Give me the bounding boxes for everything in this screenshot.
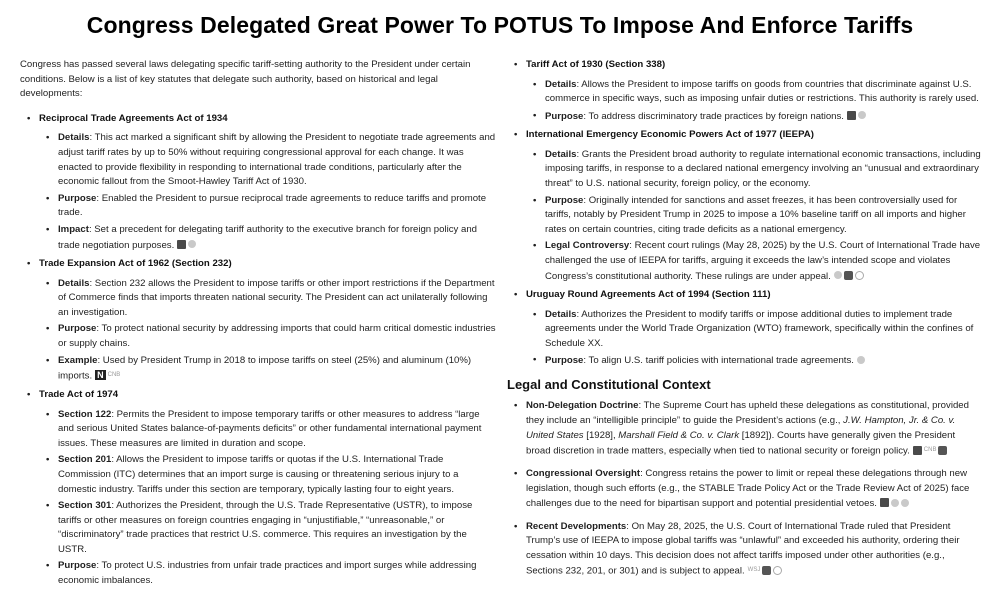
source-news-icon <box>844 271 853 280</box>
list-item: • Purpose: To protect U.S. industries from unfair trade practices and import surges while addressing economic imbalances. <box>39 559 498 588</box>
source-icons[interactable] <box>913 443 950 458</box>
act-title: • Reciprocal Trade Agreements Act of 1934 <box>39 112 228 124</box>
act-title: • International Emergency Economic Powers Act of 1977 (IEEPA) <box>526 129 814 141</box>
source-globe-icon <box>901 499 909 507</box>
source-doc-icon <box>880 498 889 507</box>
act-ieepa-1977 <box>507 128 982 284</box>
act-reciprocal-trade-1934 <box>20 112 498 253</box>
source-news-icon <box>938 446 947 455</box>
list-item: • Details: Grants the President broad authority to regulate international economic transactions, including imposing tariffs, in response to a declared national emergency involving an “unusual and extraordinary threat” to U.S. national security, foreign policy, or the economy. <box>526 148 982 192</box>
list-item: • Details: Section 232 allows the President to impose tariffs or other import restrictions if the Department of Commerce finds that imports threaten national security. The President can act unilaterally following an investigation. <box>39 277 498 321</box>
source-news-icon <box>762 566 771 575</box>
source-globe-icon <box>891 499 899 507</box>
source-globe-icon <box>857 356 865 364</box>
list-item: • Purpose: To address discriminatory trade practices by foreign nations. <box>526 109 982 124</box>
source-icons[interactable] <box>880 496 911 511</box>
list-item: • Section 201: Allows the President to impose tariffs or quotas if the U.S. International Trade Commission (ITC) determines that an import surge is causing or threatening serious injury to a domestic industry. Tariffs under this section are temporary, typically lasting four to eight years. <box>39 453 498 497</box>
source-doc-icon <box>177 240 186 249</box>
source-icons[interactable] <box>95 368 122 383</box>
list-item: • Section 122: Permits the President to impose temporary tariffs or other measures to address “large and serious United States balance-of-payments deficits” or other fundamental international payment issues. These measures are limited in duration and scope. <box>39 408 498 452</box>
source-doc-icon <box>847 111 856 120</box>
list-item: • Non-Delegation Doctrine: The Supreme Court has upheld these delegations as constitutional, provided they include an “intelligible principle” to guide the President’s actions (e.g., J.W. Hampton, Jr. & Co. v. United States [1928], Marshall Field & Co. v. Clark [1892]). Courts have generally given the President broad discretion in trade matters, especially when tied to national security or foreign policy. CNB <box>507 399 982 459</box>
list-item: • Details: This act marked a significant shift by allowing the President to negotiate trade agreements and adjust tariff rates by up to 50% without requiring congressional approval for each change. It was enacted to provide flexibility in responding to international trade conditions, particularly after the economic fallout from the Smoot-Hawley Tariff Act of 1930. <box>39 131 498 189</box>
act-title: • Tariff Act of 1930 (Section 338) <box>526 59 666 70</box>
source-globe-icon <box>858 111 866 119</box>
list-item: • Congressional Oversight: Congress retains the power to limit or repeal these delegations through new legislation, though such efforts (e.g., the STABLE Trade Policy Act or the Trade Review Act of 2025) face challenges due to the need for bipartisan support and potential presidential vetoes. <box>507 467 982 512</box>
list-item: • Recent Developments: On May 28, 2025, the U.S. Court of International Trade ruled that President Trump’s use of IEEPA to impose global tariffs was “unlawful” and exceeded his authority, ordering their cessation within 10 days. This decision does not affect tariffs imposed under other authorities (e.g., Sections 232, 201, or 301) and is subject to appeal. WSJ <box>507 520 982 580</box>
source-icons[interactable] <box>748 563 785 578</box>
source-cnbc-icon: CNB <box>107 372 121 379</box>
list-item: • Legal Controversy: Recent court rulings (May 28, 2025) by the U.S. Court of International Trade have challenged the use of IEEPA for tariffs, arguing it exceeds the law’s intended scope and violates Congress’s constitutional authority. These rulings are under appeal. <box>526 239 982 284</box>
list-item: • Impact: Set a precedent for delegating tariff authority to the executive branch for foreign policy and trade negotiation purposes. <box>39 223 498 253</box>
act-tariff-act-1930 <box>507 58 982 124</box>
source-icons[interactable] <box>177 238 198 253</box>
right-column <box>507 58 982 587</box>
list-item: • Details: Allows the President to impose tariffs on goods from countries that discriminate against U.S. commerce in specific ways, such as imposing unfair duties or restrictions. This authority is rarely used. <box>526 78 982 107</box>
act-title: • Trade Act of 1974 <box>39 388 119 400</box>
act-title: • Uruguay Round Agreements Act of 1994 (Section 111) <box>526 288 771 300</box>
intro-paragraph: Congress has passed several laws delegating specific tariff-setting authority to the President under certain conditions. Below is a list of key statutes that delegate such authority, based on historical and legal developments: <box>20 59 471 100</box>
source-circle-icon <box>855 271 864 280</box>
source-icons[interactable] <box>847 109 868 124</box>
source-wsj-icon: WSJ <box>747 567 761 574</box>
list-item: • Purpose: Originally intended for sanctions and asset freezes, it has been controversially used for tariffs, notably by President Trump in 2025 to impose a 10% baseline tariff on all imports and higher rates on certain countries, citing trade deficits as a national emergency. <box>526 194 982 238</box>
page-title: Congress Delegated Great Power To POTUS To Impose And Enforce Tariffs <box>86 12 914 38</box>
source-doc-icon <box>913 446 922 455</box>
source-globe-icon <box>834 271 842 279</box>
source-globe-icon <box>188 240 196 248</box>
list-item: • Purpose: Enabled the President to pursue reciprocal trade agreements to reduce tariffs and promote trade. <box>39 192 498 221</box>
section-heading: Legal and Constitutional Context <box>507 376 711 392</box>
source-cnbc-icon: CNB <box>923 447 937 454</box>
left-column <box>20 58 498 593</box>
list-item: • Details: Authorizes the President to modify tariffs or impose additional duties to implement trade agreements under the World Trade Organization (WTO) framework, specifically within the confines of Schedule XX. <box>526 308 982 352</box>
source-circle-icon <box>773 566 782 575</box>
act-trade-act-1974 <box>20 388 498 589</box>
act-uruguay-round-1994 <box>507 288 982 369</box>
source-n-icon: N <box>97 370 104 381</box>
act-title: • Trade Expansion Act of 1962 (Section 232) <box>39 257 232 269</box>
source-icons[interactable] <box>834 269 866 284</box>
list-item: • Purpose: To align U.S. tariff policies with international trade agreements. <box>526 353 982 368</box>
list-item: • Example: Used by President Trump in 2018 to impose tariffs on steel (25%) and aluminum (10%) imports. N CNB <box>39 354 498 384</box>
list-item: • Purpose: To protect national security by addressing imports that could harm critical domestic industries or supply chains. <box>39 322 498 351</box>
source-icons[interactable] <box>857 353 867 368</box>
act-trade-expansion-1962 <box>20 257 498 384</box>
list-item: • Section 301: Authorizes the President, through the U.S. Trade Representative (USTR), to impose tariffs or other measures on foreign countries engaging in “unjustifiable,” “unreasonable,” or “discriminatory” trade practices that restrict U.S. commerce. This requires an investigation by the USTR. <box>39 499 498 557</box>
